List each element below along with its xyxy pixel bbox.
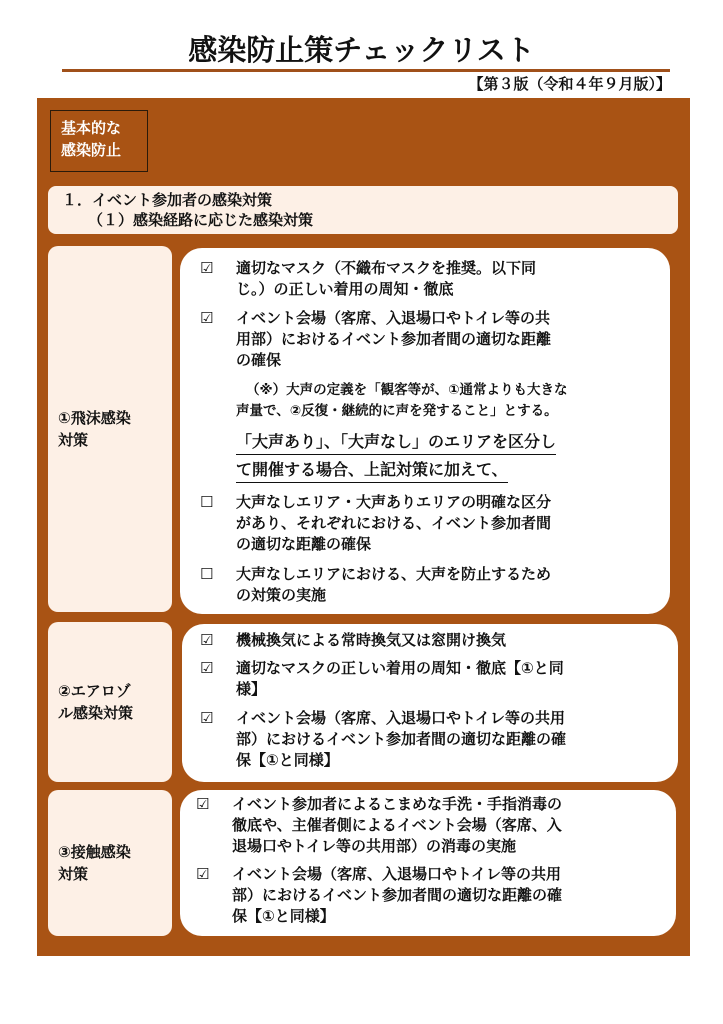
checklist-item[interactable] — [200, 564, 660, 606]
item-line: イベント会場（客席、入退場口やトイレ等の共 — [236, 309, 550, 327]
category-aerosol — [48, 622, 172, 782]
section-subtitle: （１）感染経路に応じた感染対策 — [88, 211, 314, 229]
item-line: 部）におけるイベント参加者間の適切な距離の確 — [232, 886, 563, 904]
item-line: イベント会場（客席、入退場口やトイレ等の共用 — [236, 709, 565, 727]
item-line: 保【①と同様】 — [236, 751, 339, 769]
category-label-line2: 感染防止 — [61, 141, 122, 159]
item-line: 保【①と同様】 — [232, 907, 335, 925]
category-aerosol-line1: ②エアロゾ — [58, 682, 131, 700]
unchecked-box-icon[interactable]: ☐ — [200, 493, 214, 511]
item-line: 適切なマスク（不織布マスクを推奨。以下同 — [236, 259, 537, 277]
checklist-item[interactable] — [200, 708, 670, 771]
item-line: 用部）におけるイベント参加者間の適切な距離 — [236, 330, 552, 348]
checklist-item[interactable] — [200, 658, 670, 700]
conditional-heading-line: て開催する場合、上記対策に加えて、 — [236, 458, 508, 483]
category-droplet-line2: 対策 — [58, 431, 89, 449]
checklist-item[interactable] — [200, 630, 670, 651]
item-line: があり、それぞれにおける、イベント参加者間 — [236, 514, 552, 532]
checklist-item[interactable] — [196, 864, 672, 927]
checked-box-icon[interactable]: ☑ — [200, 709, 214, 727]
item-line: 徹底や、主催者側によるイベント会場（客席、入 — [232, 816, 562, 834]
checklist-item[interactable] — [200, 308, 660, 371]
category-droplet-line1: ①飛沫感染 — [58, 409, 131, 427]
item-line: 様】 — [236, 680, 267, 698]
checklist-item[interactable] — [200, 258, 660, 300]
checked-box-icon[interactable]: ☑ — [200, 309, 214, 327]
item-line: の確保 — [236, 351, 282, 369]
category-aerosol-line2: ル感染対策 — [58, 704, 134, 722]
edition-label: 【第３版（令和４年９月版）】 — [468, 75, 671, 93]
section-title: １．イベント参加者の感染対策 — [62, 191, 273, 209]
loud-voice-note — [236, 380, 666, 422]
checklist-item[interactable] — [196, 794, 672, 857]
note-line: （※）大声の定義を「観客等が、①通常よりも大きな — [246, 382, 568, 398]
item-line: 大声なしエリアにおける、大声を防止するため — [236, 565, 552, 583]
category-label-line1: 基本的な — [61, 119, 122, 137]
item-line: 適切なマスクの正しい着用の周知・徹底【①と同 — [236, 659, 564, 677]
item-line: 退場口やトイレ等の共用部）の消毒の実施 — [232, 837, 516, 855]
item-line: イベント参加者によるこまめな手洗・手指消毒の — [232, 795, 563, 813]
section-heading — [48, 186, 678, 234]
title-underline — [62, 69, 670, 72]
category-label-box — [50, 110, 148, 172]
item-line: の対策の実施 — [236, 586, 327, 604]
item-line: イベント会場（客席、入退場口やトイレ等の共用 — [232, 865, 561, 883]
category-contact-line1: ③接触感染 — [58, 843, 131, 861]
checked-box-icon[interactable]: ☑ — [200, 659, 214, 677]
item-line: 機械換気による常時換気又は窓開け換気 — [236, 631, 507, 649]
note-line: 声量で、②反復・継続的に声を発すること」とする。 — [236, 403, 558, 419]
item-line: 大声なしエリア・大声ありエリアの明確な区分 — [236, 493, 552, 511]
item-line: の適切な距離の確保 — [236, 535, 372, 553]
item-line: じ。）の正しい着用の周知・徹底 — [236, 280, 454, 298]
category-droplet — [48, 246, 172, 612]
checked-box-icon[interactable]: ☑ — [196, 865, 210, 883]
page-title: 感染防止策チェックリスト — [188, 33, 535, 67]
item-line: 部）におけるイベント参加者間の適切な距離の確 — [236, 730, 567, 748]
checked-box-icon[interactable]: ☑ — [196, 795, 210, 813]
checked-box-icon[interactable]: ☑ — [200, 259, 214, 277]
category-contact — [48, 790, 172, 936]
checklist-item[interactable] — [200, 492, 660, 555]
checked-box-icon[interactable]: ☑ — [200, 631, 214, 649]
unchecked-box-icon[interactable]: ☐ — [200, 565, 214, 583]
category-contact-line2: 対策 — [58, 865, 89, 883]
conditional-heading-line: 「大声あり」、「大声なし」のエリアを区分し — [236, 430, 556, 455]
